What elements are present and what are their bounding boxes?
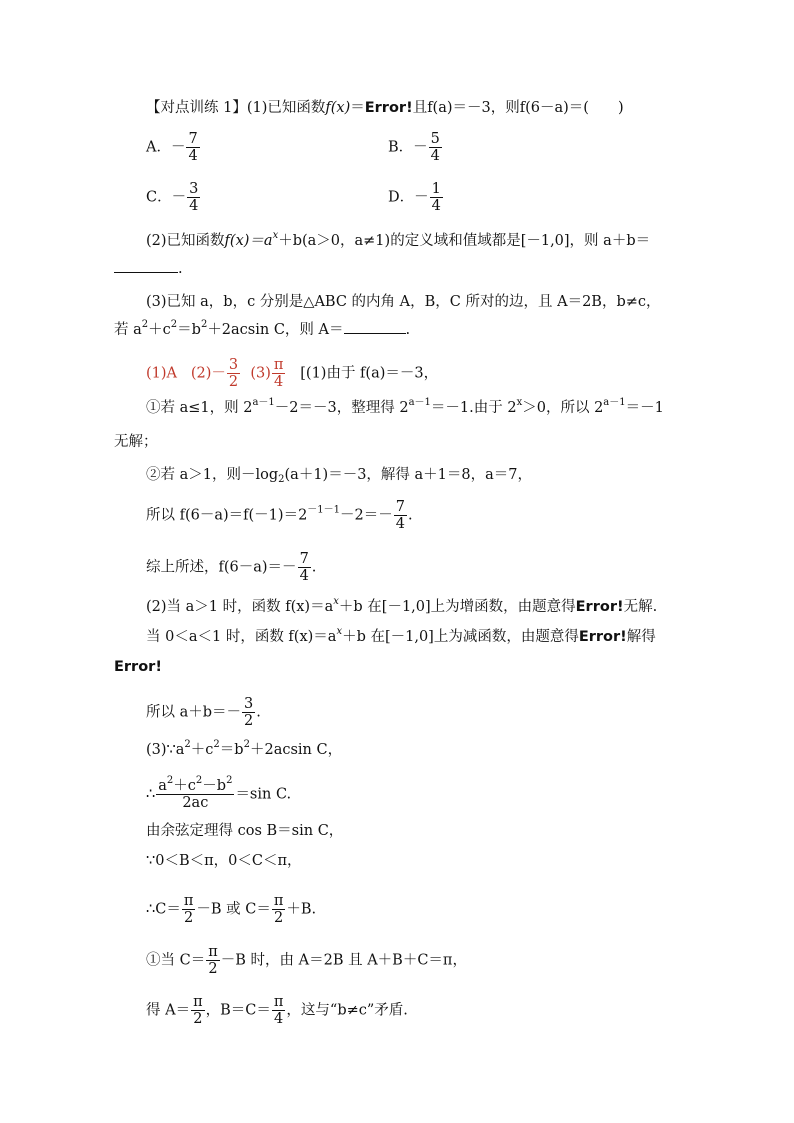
solution-line: ∴ $\frac{a^2+c^2-b^2}{2ac}$ ＝sin C. bbox=[146, 775, 292, 811]
solution-line: (2)当 a＞1 时，函数 $f(x)=a^x+b$ 在[－1,0]上为增函数，由题意得Error!无解. bbox=[146, 596, 658, 615]
option-d[interactable]: D．－ $\frac{1}{4}$ bbox=[388, 181, 441, 214]
solution-line: 当 0＜a＜1 时，函数 $f(x)=a^x+b$ 在[－1,0]上为减函数，由题意得Error!解得 bbox=[146, 626, 656, 645]
solution-line: 得 A＝ $\frac{\pi}{2}$ ，B＝C＝ $\frac{\pi}{4}$ ，这与“b≠c”矛盾. bbox=[146, 994, 408, 1027]
option-b[interactable]: B．－ $\frac{5}{4}$ bbox=[388, 131, 440, 164]
option-a[interactable]: A．－ $\frac{7}{4}$ bbox=[146, 131, 198, 164]
solution-line: 所以 a＋b＝－ $\frac{3}{2}$ . bbox=[146, 696, 261, 729]
question-3-stem-cont: 若 $a^2+c^2=b^2+2acsin$ C，则 A＝ . bbox=[114, 319, 411, 338]
solution-line: Error! bbox=[114, 659, 162, 675]
solution-line: 综上所述，f(6－a)＝－ $\frac{7}{4}$ . bbox=[146, 551, 317, 584]
answer-3: (3) bbox=[250, 365, 271, 382]
solution-line: ∵0＜B＜π，0＜C＜π， bbox=[146, 853, 302, 869]
question-2-stem: (2)已知函数$f(x)=a^x+b(a>0$，a≠1)的定义域和值域都是[－1,0]，则 a＋b＝ bbox=[146, 230, 651, 249]
solution-line: ①当 C＝ $\frac{\pi}{2}$ －B 时，由 A＝2B 且 A＋B＋C＝π， bbox=[146, 944, 467, 977]
question-3-stem: (3)已知 a，b，c 分别是△ABC 的内角 A，B，C 所对的边，且 A＝2B，b≠c， bbox=[146, 294, 661, 310]
solution-line: 无解； bbox=[114, 434, 158, 450]
answer-2: (2)－ bbox=[190, 365, 226, 382]
question-1-stem: 【对点训练 1】(1)已知函数f(x)＝Error!且f(a)＝－3，则f(6－a)＝( ) bbox=[146, 100, 624, 116]
option-c[interactable]: C．－ $\frac{3}{4}$ bbox=[146, 181, 199, 214]
solution-line: 所以 $f(6-a)=f(-1)=2^{-1-1}-2=-$ $\frac{7}{4}$ . bbox=[146, 499, 413, 532]
answer-1: (1)A bbox=[146, 365, 178, 382]
solution-line: $(3)\because a^2+c^2=b^2+2acsin$ C， bbox=[146, 739, 343, 758]
solution-line: ②若 a＞1，则$-\log_2(a+1)=-3$，解得 a＋1＝8，a＝7， bbox=[146, 467, 532, 485]
question-2-blank[interactable]: . bbox=[114, 260, 183, 278]
answer-summary: (1)A (2)－ $\frac{3}{2}$ (3) $\frac{\pi}{4}$ [(1)由于 f(a)＝－3， bbox=[146, 357, 439, 390]
solution-line: ∴C＝ $\frac{\pi}{2}$ －B 或 C＝ $\frac{\pi}{2}$ ＋B. bbox=[146, 893, 317, 926]
solution-line: 由余弦定理得 cos B＝sin C， bbox=[146, 823, 344, 839]
question-3-blank[interactable] bbox=[344, 321, 406, 334]
exercise-title: 【对点训练 1】 bbox=[146, 100, 247, 116]
solution-line: ①若 a≤1，则 $2^{a-1}-2=-3$，整理得 $2^{a-1}=-1$.由于 $2^x>0$，所以 $2^{a-1}=-1$ bbox=[146, 397, 664, 416]
